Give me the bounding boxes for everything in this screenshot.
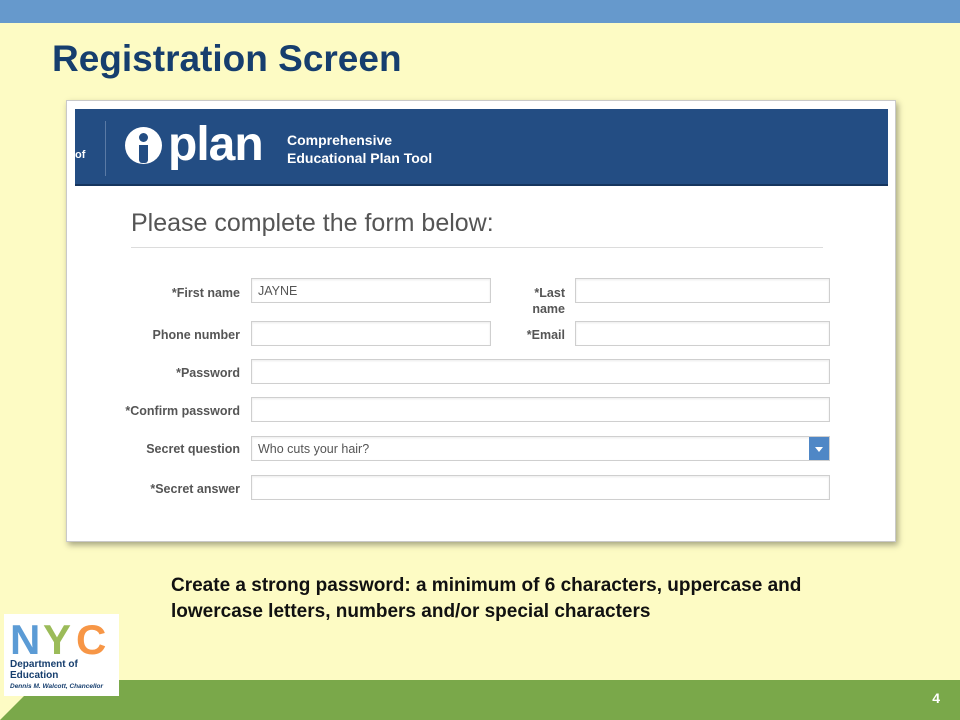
first-name-label: *First name xyxy=(171,286,240,300)
phone-number-input[interactable] xyxy=(251,321,491,346)
last-name-label-line1: *Last xyxy=(534,286,565,300)
last-name-label-line2: name xyxy=(532,302,565,316)
email-label: *Email xyxy=(526,328,565,342)
nyc-dept-name xyxy=(10,659,78,681)
heading-divider xyxy=(131,247,823,248)
secret-answer-input[interactable] xyxy=(251,475,830,500)
chevron-down-icon[interactable] xyxy=(809,437,829,460)
form-heading: Please complete the form below: xyxy=(131,209,494,237)
bottom-accent-bar xyxy=(0,680,960,720)
app-logo-word: plan xyxy=(168,118,263,171)
app-logo-subtitle-line2: Educational Plan Tool xyxy=(287,150,433,166)
app-logo-subtitle-line1: Comprehensive xyxy=(287,132,393,148)
header-edge-text: of xyxy=(75,149,86,161)
secret-question-value: Who cuts your hair? xyxy=(258,442,370,456)
nyc-letter-n: N xyxy=(10,618,41,658)
secret-answer-label: *Secret answer xyxy=(150,482,240,496)
app-header xyxy=(75,109,888,186)
password-guidance-note: Create a strong password: a minimum of 6 characters, uppercase and lowercase letters, numbers and/or special characters xyxy=(171,575,802,622)
nyc-letter-y: Y xyxy=(43,618,72,658)
page-number: 4 xyxy=(932,690,940,706)
info-logo-icon xyxy=(125,127,162,164)
registration-screenshot xyxy=(66,100,896,542)
top-accent-bar xyxy=(0,0,960,23)
secret-question-label: Secret question xyxy=(146,442,240,456)
password-input[interactable] xyxy=(251,359,830,384)
nyc-dept-line2: Education xyxy=(10,670,59,681)
nyc-letter-c: C xyxy=(76,618,107,658)
confirm-password-input[interactable] xyxy=(251,397,830,422)
email-input[interactable] xyxy=(575,321,830,346)
nyc-chancellor: Dennis M. Walcott, Chancellor xyxy=(10,683,104,690)
nyc-dept-line1: Department of xyxy=(10,659,78,670)
app-logo-subtitle xyxy=(287,131,432,167)
confirm-password-label: *Confirm password xyxy=(125,404,240,418)
secret-question-select[interactable] xyxy=(251,436,830,461)
nyc-letters-logo xyxy=(10,618,114,658)
first-name-input[interactable]: JAYNE xyxy=(251,278,491,303)
header-divider xyxy=(105,121,106,176)
password-label: *Password xyxy=(176,366,240,380)
phone-number-label: Phone number xyxy=(152,328,240,342)
last-name-input[interactable] xyxy=(575,278,830,303)
slide-title: Registration Screen xyxy=(52,38,402,79)
nyc-doe-logo xyxy=(4,614,119,696)
last-name-label xyxy=(512,285,565,317)
